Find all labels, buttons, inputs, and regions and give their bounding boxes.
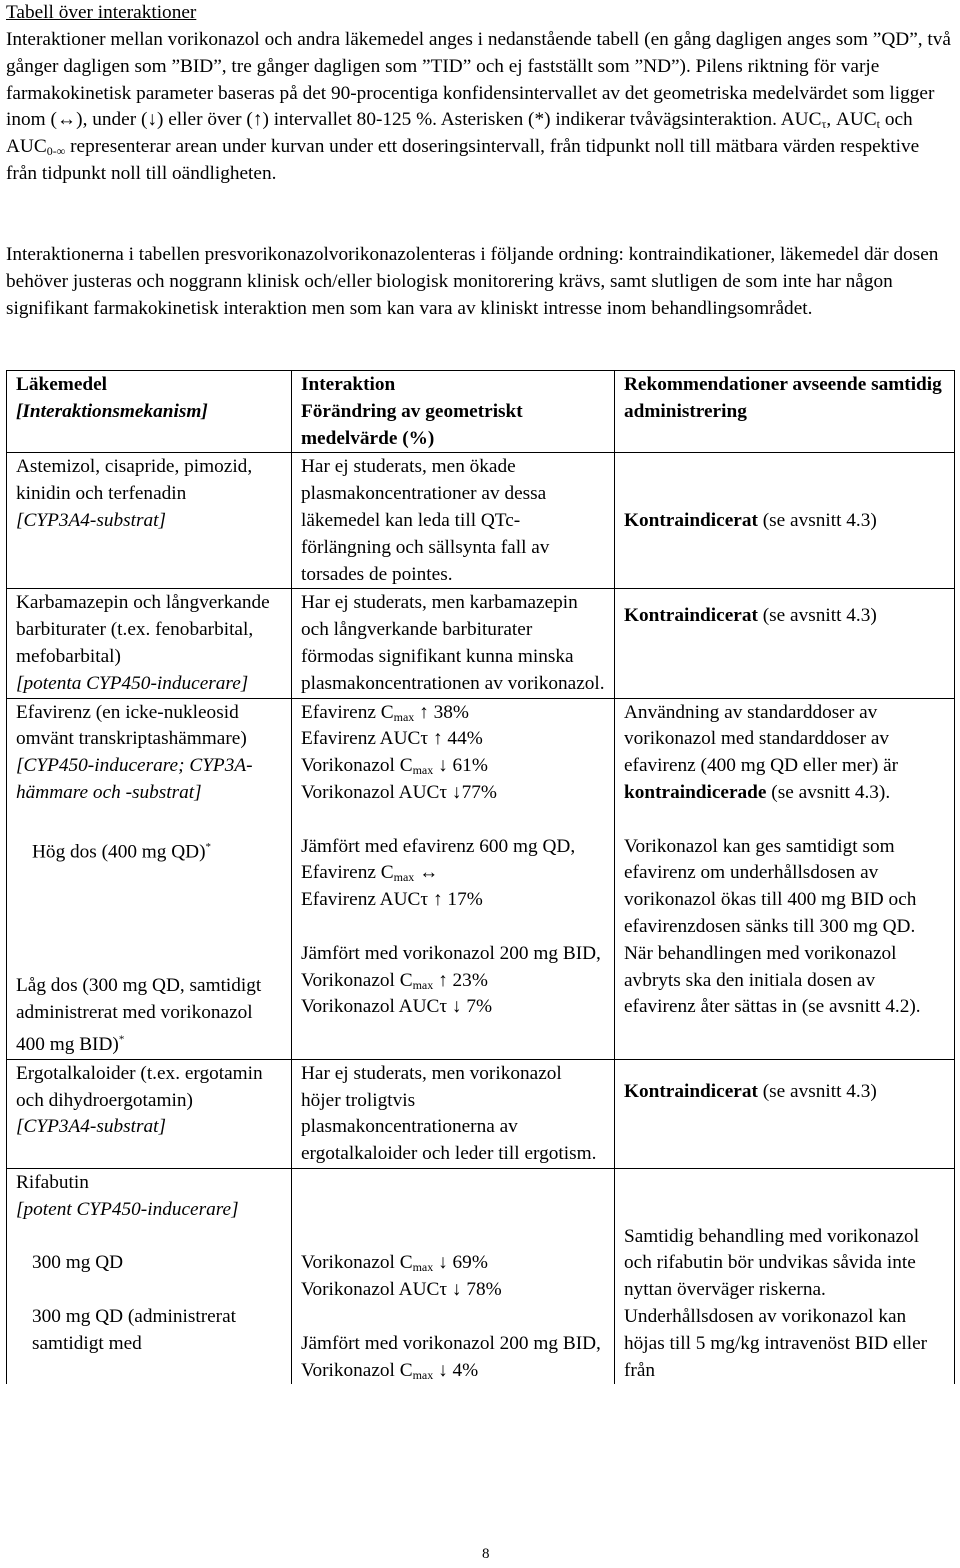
table-row	[7, 1168, 955, 1384]
interaction-cell: Har ej studerats, men vorikonazol höjer troligtvis plasmakoncentrationerna av ergotalkaloider och leder till ergotism.	[292, 1059, 615, 1168]
table-row	[7, 698, 955, 1059]
recommendation-cell: Samtidig behandling med vorikonazol och rifabutin bör undvikas såvida inte nyttan överväger riskerna. Underhållsdosen av vorikonazol kan höjas till 5 mg/kg intravenöst BID eller från	[615, 1168, 955, 1384]
recommendation-cell: Användning av standarddoser av vorikonazol med standarddoser av efavirenz (400 mg QD eller mer) är kontraindicerade (se avsnitt 4.3). Vorikonazol kan ges samtidigt som efavirenz om underhållsdosen av vorikonazol ökas till 400 mg BID och efavirenzdosen sänks till 300 mg QD. När behandlingen med vorikonazol avbryts ska den initiala dosen av efavirenz åter sättas in (se avsnitt 4.2).	[615, 698, 955, 1059]
interaction-table	[6, 370, 955, 1384]
header-recommendation: Rekommendationer avseende samtidig administrering	[615, 371, 955, 453]
section-heading: Tabell över interaktioner	[6, 2, 197, 23]
page-number: 8	[482, 1546, 490, 1562]
drug-cell: Ergotalkaloider (t.ex. ergotamin och dihydroergotamin) [CYP3A4-substrat]	[7, 1059, 292, 1168]
table-row	[7, 589, 955, 698]
interaction-cell: Har ej studerats, men ökade plasmakoncentrationer av dessa läkemedel kan leda till QTc-förlängning och sällsynta fall av torsades de pointes.	[292, 453, 615, 589]
order-paragraph: Interaktionerna i tabellen presvorikonazolvorikonazolenteras i följande ordning: kontraindikationer, läkemedel där dosen behöver justeras och noggrann klinisk och/eller biologisk monitorering krävs, samt slutligen de som inte har någon signifikant farmakokinetisk interaktion men som kan vara av kliniskt intresse inom behandlingsområdet.	[6, 244, 939, 319]
table-row	[7, 453, 955, 589]
interaction-cell: Har ej studerats, men karbamazepin och långverkande barbiturater förmodas signifikant kunna minska plasmakoncentrationen av vorikonazol.	[292, 589, 615, 698]
header-interaction: Interaktion Förändring av geometriskt medelvärde (%)	[292, 371, 615, 453]
header-drug: Läkemedel [Interaktionsmekanism]	[7, 371, 292, 453]
recommendation-cell: Kontraindicerat (se avsnitt 4.3)	[615, 589, 955, 698]
recommendation-cell: Kontraindicerat (se avsnitt 4.3)	[615, 453, 955, 589]
table-header-row	[7, 371, 955, 453]
recommendation-cell: Kontraindicerat (se avsnitt 4.3)	[615, 1059, 955, 1168]
drug-cell: Efavirenz (en icke-nukleosid omvänt transkriptashämmare) [CYP450-inducerare; CYP3A-hämmare och -substrat] Hög dos (400 mg QD)* Låg dos (300 mg QD, samtidigt administrerat med vorikonazol 400 mg BID)*	[7, 698, 292, 1059]
interaction-cell: Efavirenz $C_{max}$ ↑ 38% Efavirenz AUCτ ↑ 44% Vorikonazol $C_{max}$ ↓ 61% Vorikonazol AUCτ ↓77% Jämfört med efavirenz 600 mg QD, Efavirenz $C_{max}$ ↔ Efavirenz AUCτ ↑ 17% Jämfört med vorikonazol 200 mg BID, Vorikonazol $C_{max}$ ↑ 23% Vorikonazol AUCτ ↓ 7%	[292, 698, 615, 1059]
drug-cell: Astemizol, cisapride, pimozid, kinidin och terfenadin [CYP3A4-substrat]	[7, 453, 292, 589]
table-row	[7, 1059, 955, 1168]
drug-cell: Rifabutin [potent CYP450-inducerare] 300 mg QD 300 mg QD (administrerat samtidigt med	[7, 1168, 292, 1384]
interaction-cell: Vorikonazol $C_{max}$ ↓ 69% Vorikonazol AUCτ ↓ 78% Jämfört med vorikonazol 200 mg BID, Vorikonazol $C_{max}$ ↓ 4%	[292, 1168, 615, 1384]
intro-paragraph: Interaktioner mellan vorikonazol och andra läkemedel anges i nedanstående tabell (en gång dagligen anges som ”QD”, två gånger dagligen som ”BID”, tre gånger dagligen som ”TID” och ej fastställt som ”ND”). Pilens riktning för varje farmakokinetisk parameter baseras på det 90-procentiga konfidensintervallet av det geometriska medelvärdet som ligger inom (↔), under (↓) eller över (↑) intervallet 80-125 %. Asterisken (*) indikerar tvåvägsinteraktion. $AUC_\tau$, $AUC_t$ och $AUC_{0-\infty}$ representerar arean under kurvan under ett doseringsintervall, från tidpunkt noll till mätbara värden respektive från tidpunkt noll till oändligheten.	[6, 29, 951, 184]
drug-cell: Karbamazepin och långverkande barbiturater (t.ex. fenobarbital, mefobarbital) [potenta CYP450-inducerare]	[7, 589, 292, 698]
